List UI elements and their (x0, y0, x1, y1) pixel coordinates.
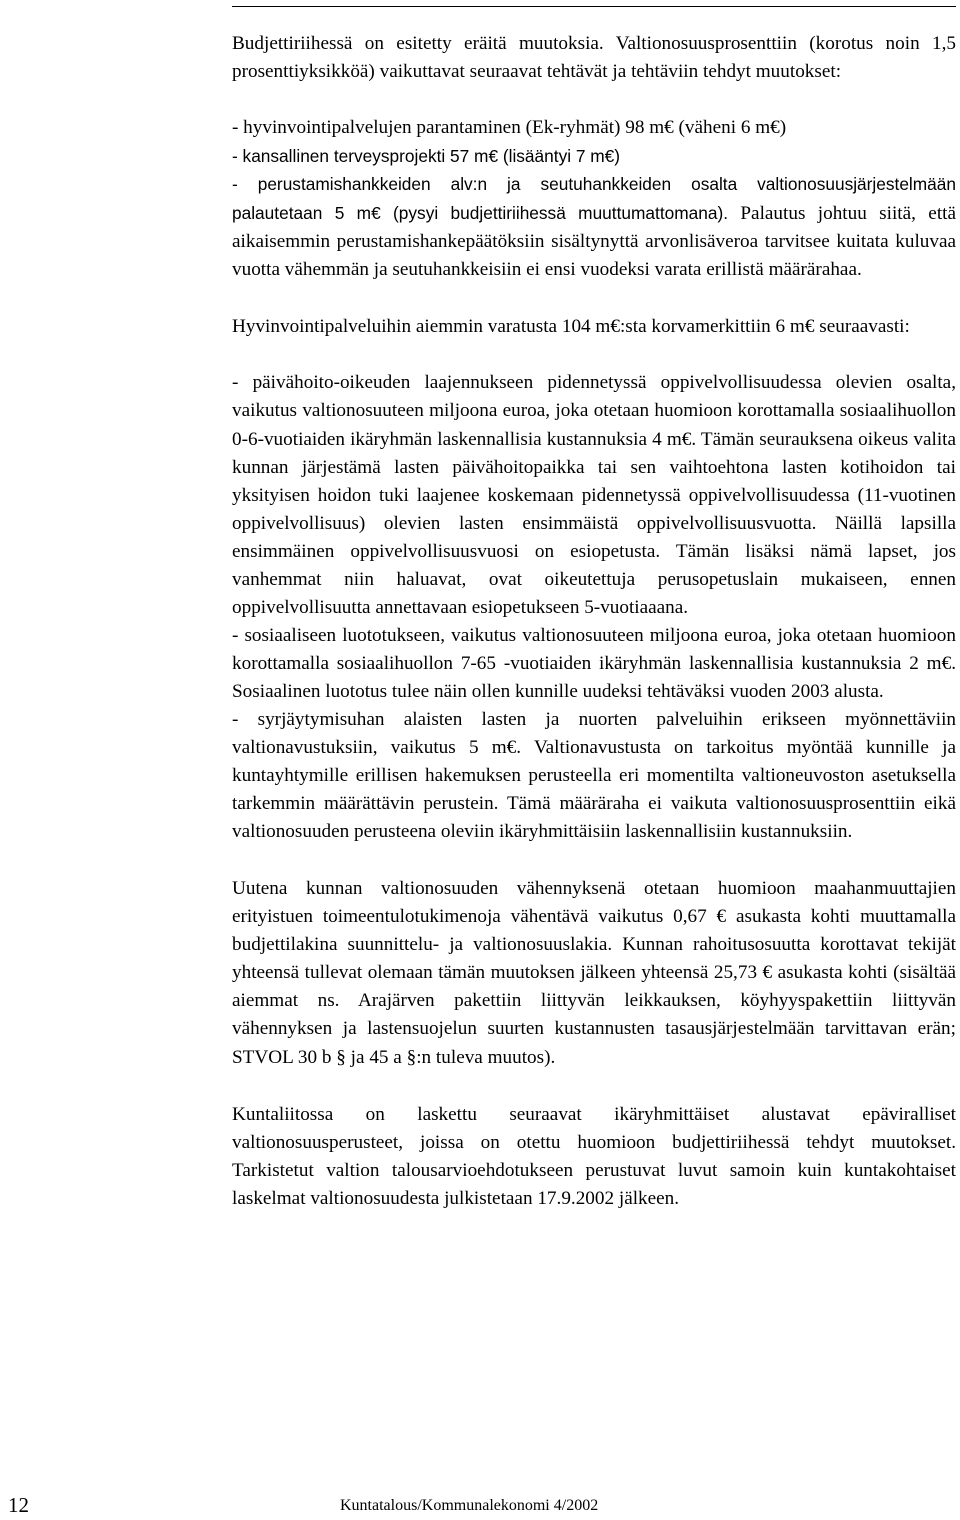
paragraph-spacer (232, 86, 956, 114)
welfare-social-credit-item: - sosiaaliseen luototukseen, vaikutus valtionosuuteen miljoona euroa, joka otetaan huomioon korottamalla sosiaalihuollon 7-65 -vuotiaiden ikäryhmän laskennallisia kustannuksia 2 m€. Sosiaalinen luototus tulee näin ollen kunnille uudeksi tehtäväksi vuoden 2003 alusta. (232, 624, 956, 702)
footer-publication-title: Kuntatalous/Kommunalekonomi 4/2002 (340, 1497, 599, 1514)
header-rule (232, 6, 956, 7)
document-body (232, 30, 956, 1213)
intro-paragraph: Budjettiriihessä on esitetty eräitä muutoksia. Valtionosuusprosenttiin (korotus noin 1,5 prosenttiyksikköä) vaikuttavat seuraavat tehtävät ja tehtäviin tehdyt muutokset: (232, 33, 956, 83)
welfare-youth-services-item: - syrjäytymisuhan alaisten lasten ja nuorten palveluihin erikseen myönnettäviin valtionavustuksiin, vaikutus 5 m€. Valtionavustusta on tarkoitus myöntää kunnille ja kuntayhtymille erillisen hakemuksen perusteella eri momentilta valtioneuvoston asetuksella tarkemmin määrättävin perustein. Tämä määräraha ei vaikuta valtionosuusprosenttiin eikä valtionosuuden perusteena oleviin ikäryhmittäisiin laskennallisiin kustannuksiin. (232, 708, 956, 843)
change-vat-refund-explanation: Palautus johtuu siitä, että aikaisemmin perustamishankepäätöksiin sisältynyttä arvonlisäveroa tarvitsee kuitata kuluvaa vuotta vähemmän ja seutuhankkeisiin ei ensi vuodeksi varata erillistä määrärahaa. (232, 203, 956, 281)
paragraph-spacer (232, 1072, 956, 1101)
welfare-daycare-item: - päivähoito-oikeuden laajennukseen pidennetyssä oppivelvollisuudessa olevien osalta, vaikutus valtionosuuteen miljoona euroa, joka otetaan huomioon korottamalla sosiaalihuollon 0-6-vuotiaiden ikäryhmän laskennallisia kustannuksia 4 m€. Tämän seurauksena oikeus valita kunnan järjestämä lasten päivähoitopaikka tai sen vaihtoehtona lasten kotihoidon tai yksityisen hoidon tuki laajenee koskemaan pidennetyssä oppivelvollisuudessa (11-vuotinen oppivelvollisuus) olevien lasten ensimmäistä oppivelvollisuusvuotta. Näillä lapsilla ensimmäinen oppivelvollisuusvuosi on esiopetusta. Tämän lisäksi nämä lapset, jos vanhemmat niin haluavat, ovat oikeutettuja perusopetuslain mukaiseen, ennen oppivelvollisuutta annettavaan esiopetukseen 5-vuotiaaana. (232, 372, 956, 618)
paragraph-spacer (232, 341, 956, 369)
paragraph-spacer (232, 846, 956, 875)
paragraph-spacer (232, 284, 956, 313)
change-health-project: - kansallinen terveysprojekti 57 m€ (lisääntyi 7 m€) (232, 146, 621, 167)
change-welfare-services: - hyvinvointipalvelujen parantaminen (Ek-ryhmät) 98 m€ (väheni 6 m€) (232, 117, 787, 139)
welfare-intro-paragraph: Hyvinvointipalveluihin aiemmin varatusta 104 m€:sta korvamerkittiin 6 m€ seuraavasti: (232, 316, 910, 338)
reduction-paragraph: Uutena kunnan valtionosuuden vähennyksenä otetaan huomioon maahanmuuttajien erityistuen toimeentulotukimenoja vähentävä vaikutus 0,67 € asukasta kohti muuttamalla budjettilakina suunnittelu- ja valtionosuuslakia. Kunnan rahoitusosuutta korottavat tekijät yhteensä tullevat olemaan tämän muutoksen jälkeen yhteensä 25,73 € asukasta kohti (sisältää aiemmat ns. Arajärven pakettiin liittyvän leikkauksen, köyhyyspakettiin liittyvän vähennyksen ja lastensuojelun suurten kustannusten tasausjärjestelmään tarvittavan erän; STVOL 30 b § ja 45 a §:n tuleva muutos). (232, 878, 956, 1068)
page-number: 12 (8, 1493, 29, 1517)
conclusion-paragraph: Kuntaliitossa on laskettu seuraavat ikäryhmittäiset alustavat epäviralliset valtionosuusperusteet, joissa on otettu huomioon budjettiriihessä tehdyt muutokset. Tarkistetut valtion talousarvioehdotukseen perustuvat luvut samoin kuin kuntakohtaiset laskelmat valtionosuudesta julkistetaan 17.9.2002 jälkeen. (232, 1103, 956, 1209)
change-vat-refund (232, 170, 956, 284)
change-vat-refund-text: - perustamishankkeiden alv:n ja seutuhankkeiden osalta valtionosuusjärjestelmään palautetaan 5 m€ (pysyi budjettiriihessä muuttumattomana). (232, 174, 956, 224)
